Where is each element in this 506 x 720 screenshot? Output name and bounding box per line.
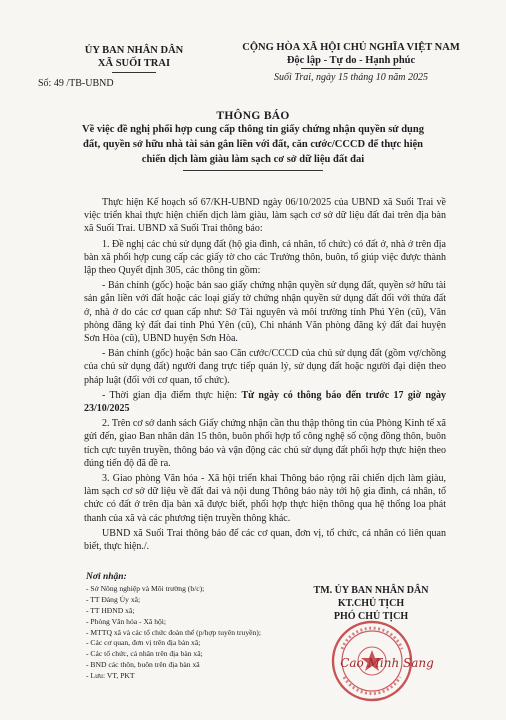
paragraph-1c [84,389,446,415]
notice-body [84,196,446,555]
recipient-item: - TT Đảng Ủy xã; [86,594,141,604]
paragraph-intro: Thực hiện Kế hoạch số 67/KH-UBND ngày 06/10/2025 của UBND xã Suối Trai về việc triển khai thực hiện chiến dịch làm giàu, làm sạch cơ sở dữ liệu đất đai trên địa bàn xã Suối Trai. UBND xã Suối Trai thông báo: [84,197,446,235]
motto: Độc lập - Tự do - Hạnh phúc [286,55,416,66]
signature-block [286,584,456,623]
notice-subject-line2: đất, quyền sở hữu nhà tài sản gắn liền với đất, căn cước/CCCD để thực hiện [82,139,424,150]
time-place-label: - Thời gian địa điểm thực hiện: [102,389,242,401]
recipient-item: - Phòng Văn hóa - Xã hội; [86,616,167,626]
paragraph-closing: UBND xã Suối Trai thông báo để các cơ quan, đơn vị, tổ chức, cá nhân có liên quan biết, thực hiện./. [84,527,446,553]
recipients-list [86,572,286,682]
recipient-item: - BND các thôn, buôn trên địa bàn xã [86,660,200,670]
paragraph-1: 1. Đề nghị các chủ sử dụng đất (hộ gia đình, cá nhân, tổ chức) có đất ở, nhà ở trên địa bàn xã phối hợp cung cấp các giấy tờ cho các Trưởng thôn, buôn, tổ giúp việc được thành lập theo Quyết định 305, các thông tin gồm: [84,238,446,277]
recipient-item: - Sở Nông nghiệp và Môi trường (b/c); [86,583,205,593]
signer-name: Cao Minh Sang [340,656,434,670]
recipient-item: - Lưu: VT, PKT [86,671,135,681]
signature-line3: PHÓ CHỦ TỊCH [333,611,409,622]
notice-subject-line1: Về việc đề nghị phối hợp cung cấp thông tin giấy chứng nhận quyền sử dụng [82,124,424,135]
deadline: Từ ngày có thông báo đến trước 17 giờ ngày 23/10/2025 [84,389,447,415]
motto-underline [301,68,401,69]
paragraph-1a: - Bản chính (gốc) hoặc bản sao giấy chứng nhận quyền sử dụng đất, quyền sở hữu tài sản gắn liền với đất hoặc các loại giấy tờ chứng nhận quyền sử dụng đất đối với thửa đất ở, nhà ở do các cơ quan cấp như: Sở Tài nguyên và môi trường tỉnh Phú Yên (cũ), Văn phòng đăng ký đất đai tỉnh Phú Yên (cũ), Chi nhánh Văn phòng đăng ký đất đai huyện Sơn Hòa (cũ), UBND huyện Sơn Hòa. [84,280,446,345]
org-line2: XÃ SUỐI TRAI [97,58,171,69]
recipient-item: - TT HĐND xã; [86,605,135,615]
notice-title-block [40,110,466,171]
notice-subject-line3: chiến dịch làm giàu làm sạch cơ sở dữ liệu đất đai [141,154,365,165]
paragraph-3: 3. Giao phòng Văn hóa - Xã hội triển khai Thông báo rộng rãi chiến dịch làm giàu, làm sạch cơ sở dữ liệu về đất đai và nội dung Thông báo này tới hộ gia đình, cá nhân, tổ chức có đất ở trên địa bàn xã được biết, phối hợp thực hiện thông qua hệ thống loa phát thanh của xã và các phương tiện truyền thông khác. [84,473,446,524]
recipients-label: Nơi nhận: [86,572,127,582]
org-underline [112,72,156,73]
recipient-item: - Các cơ quan, đơn vị trên địa bàn xã; [86,638,201,648]
signature-line1: TM. ỦY BAN NHÂN DÂN [313,585,429,596]
paragraph-1b: - Bản chính (gốc) hoặc bản sao Căn cước/CCCD của chủ sử dụng đất (gồm vợ/chồng của chủ sử dụng đất) người đang trực tiếp quản lý, sử dụng đất hoặc người đại diện theo pháp luật (đối với cơ quan, tổ chức). [84,348,446,386]
recipient-item: - Các tổ chức, cá nhân trên địa bàn xã; [86,649,203,659]
national-heading [220,41,482,83]
document-number: Số: 49 /TB-UBND [38,78,114,89]
signature-line2: KT.CHỦ TỊCH [337,598,405,609]
subject-underline [183,170,323,171]
nation-title: CỘNG HÒA XÃ HỘI CHỦ NGHĨA VIỆT NAM [242,42,460,53]
paragraph-2: 2. Trên cơ sở danh sách Giấy chứng nhận cần thu thập thông tin của Phòng Kinh tế xã gửi đến, giao Ban nhân dân 15 thôn, buôn phối hợp tổ công nghệ số cộng đồng thôn, buôn tích cực tuyên truyền, thông báo và vận động các chủ sử dụng đất phối hợp thực hiện theo đúng tiến độ đã đề ra. [84,418,446,469]
place-date: Suối Trai, ngày 15 tháng 10 năm 2025 [274,72,428,83]
org-line1: ỦY BAN NHÂN DÂN [84,45,184,56]
notice-heading: THÔNG BÁO [216,110,290,122]
issuing-authority [38,44,204,89]
recipient-item: - MTTQ xã và các tổ chức đoàn thể (p/hợp tuyên truyền); [86,627,261,637]
